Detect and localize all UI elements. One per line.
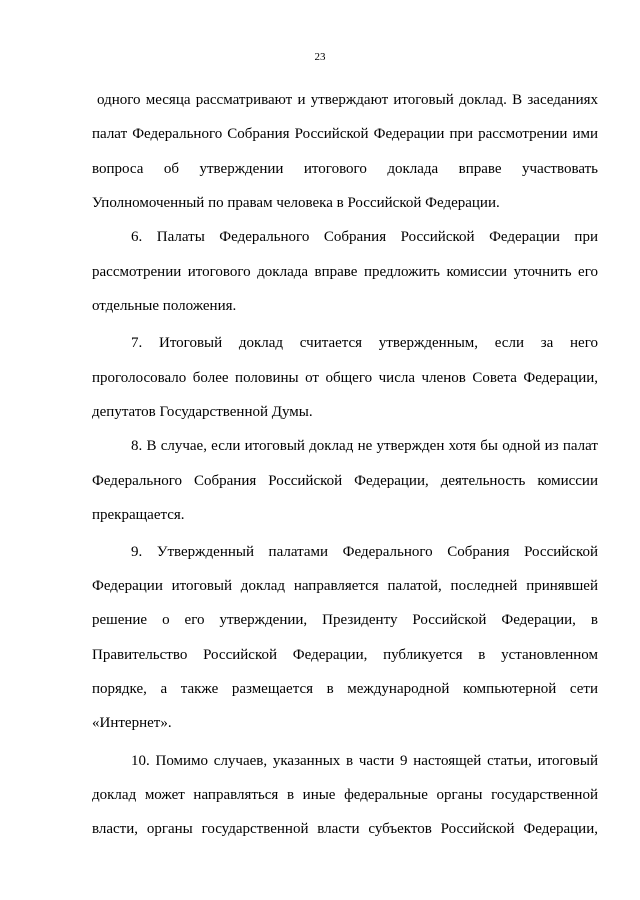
paragraph-start-line: 6. Палаты Федерального Собрания Российской Федерации при <box>131 229 598 245</box>
text-line: Уполномоченный по правам человека в Российской Федерации. <box>92 195 500 211</box>
text-line: Федерации итоговый доклад направляется палатой, последней принявшей <box>92 578 598 594</box>
page-number: 23 <box>314 51 326 63</box>
text-line: порядке, а также размещается в международной компьютерной сети <box>92 681 598 697</box>
paragraph-start-line: 8. В случае, если итоговый доклад не утвержден хотя бы одной из палат <box>131 438 598 454</box>
text-line: доклад может направляться в иные федеральные органы государственной <box>92 787 598 803</box>
text-line: депутатов Государственной Думы. <box>92 404 313 420</box>
text-line: вопроса об утверждении итогового доклада вправе участвовать <box>92 161 598 177</box>
text-line: прекращается. <box>92 507 185 523</box>
paragraph-start-line: 10. Помимо случаев, указанных в части 9 настоящей статьи, итоговый <box>131 753 598 769</box>
text-line: одного месяца рассматривают и утверждают итоговый доклад. В заседаниях <box>97 92 598 108</box>
text-line: рассмотрении итогового доклада вправе предложить комиссии уточнить его <box>92 264 598 280</box>
paragraph-start-line: 9. Утвержденный палатами Федерального Собрания Российской <box>131 544 598 560</box>
text-line: решение о его утверждении, Президенту Российской Федерации, в <box>92 612 598 628</box>
text-line: отдельные положения. <box>92 298 237 314</box>
text-line: проголосовало более половины от общего числа членов Совета Федерации, <box>92 370 598 386</box>
text-line: «Интернет». <box>92 715 172 731</box>
text-line: Федерального Собрания Российской Федерации, деятельность комиссии <box>92 473 598 489</box>
text-line: палат Федерального Собрания Российской Федерации при рассмотрении ими <box>92 126 598 142</box>
paragraph-start-line: 7. Итоговый доклад считается утвержденным, если за него <box>131 335 598 351</box>
text-line: Правительство Российской Федерации, публикуется в установленном <box>92 647 598 663</box>
text-line: власти, органы государственной власти субъектов Российской Федерации, <box>92 821 598 837</box>
